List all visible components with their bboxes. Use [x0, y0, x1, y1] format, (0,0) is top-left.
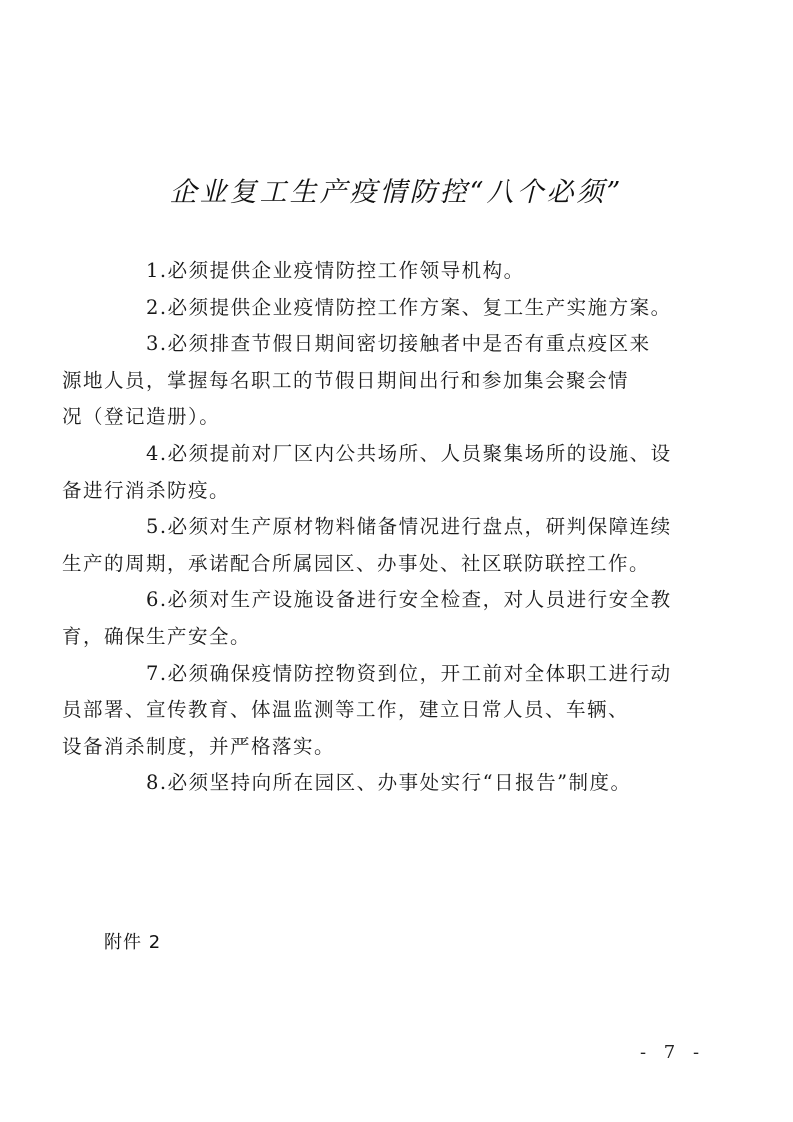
paragraph-line: 6.必须对生产设施设备进行安全检查，对人员进行安全教 [146, 588, 672, 612]
list-item [104, 253, 698, 290]
paragraph-line: 设备消杀制度，并严格落实。 [62, 734, 336, 758]
paragraph-line: 4.必须提前对厂区内公共场所、人员聚集场所的设施、设 [146, 441, 672, 465]
list-item [104, 765, 698, 802]
paragraph-line: 员部署、宣传教育、体温监测等工作，建立日常人员、车辆、 [62, 698, 630, 722]
paragraph-line: 生产的周期，承诺配合所属园区、办事处、社区联防联控工作。 [62, 551, 651, 575]
paragraph-line: 源地人员，掌握每名职工的节假日期间出行和参加集会聚会情 [62, 368, 630, 392]
document-body [62, 253, 698, 802]
list-item [62, 326, 698, 436]
list-item [62, 582, 698, 655]
list-item [62, 509, 698, 582]
page-number: - 7 - [640, 1042, 706, 1063]
list-item [62, 436, 698, 509]
paragraph-line: 5.必须对生产原材物料储备情况进行盘点，研判保障连续 [146, 515, 672, 539]
attachment-label: 附件 2 [104, 932, 162, 953]
paragraph-line: 备进行消杀防疫。 [62, 478, 231, 502]
document-title: 企业复工生产疫情防控“八个必须” [169, 177, 624, 208]
paragraph-line: 7.必须确保疫情防控物资到位，开工前对全体职工进行动 [146, 661, 672, 685]
paragraph-line: 况（登记造册）。 [62, 405, 221, 429]
paragraph-line: 3.必须排查节假日期间密切接触者中是否有重点疫区来 [146, 332, 651, 356]
paragraph-line: 1.必须提供企业疫情防控工作领导机构。 [146, 259, 525, 282]
paragraph-line: 8.必须坚持向所在园区、办事处实行“日报告”制度。 [146, 771, 632, 795]
paragraph-line: 育，确保生产安全。 [62, 624, 252, 648]
paragraph-line: 2.必须提供企业疫情防控工作方案、复工生产实施方案。 [146, 295, 672, 319]
list-item [104, 290, 698, 327]
list-item [62, 656, 698, 766]
